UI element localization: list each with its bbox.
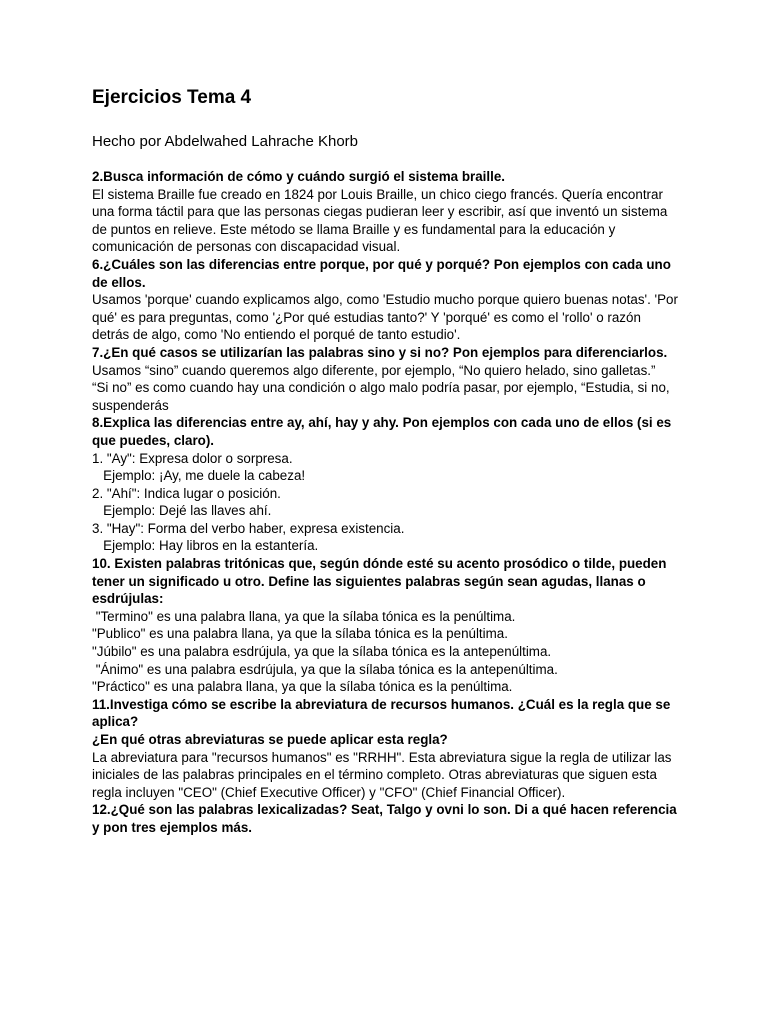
word-definition: "Júbilo" es una palabra esdrújula, ya que la sílaba tónica es la antepenúltima. <box>92 644 552 660</box>
word-definition: "Ánimo" es una palabra esdrújula, ya que la sílaba tónica es la antepenúltima. <box>92 661 558 677</box>
section-q6 <box>92 256 682 344</box>
question-7: 7.¿En qué casos se utilizarían las palabras sino y si no? Pon ejemplos para diferenciarlos. <box>92 344 668 360</box>
answer-7-sino: Usamos “sino” cuando queremos algo diferente, por ejemplo, “No quiero helado, sino galletas.” <box>92 362 656 378</box>
answer-2-paragraph: El sistema Braille fue creado en 1824 por Louis Braille, un chico ciego francés. Quería encontrar una forma táctil para que las personas ciegas pudieran leer y escribir, así que inventó un sistema de puntos en relieve. Este método se llama Braille y es fundamental para la educación y comunicación de personas con discapacidad visual. <box>92 186 672 255</box>
question-8: 8.Explica las diferencias entre ay, ahí, hay y ahy. Pon ejemplos con cada uno de ellos (si es que puedes, claro). <box>92 415 672 448</box>
list-item-example: Ejemplo: ¡Ay, me duele la cabeza! <box>92 468 306 484</box>
word-definition: "Publico" es una palabra llana, ya que la sílaba tónica es la penúltima. <box>92 626 508 642</box>
list-item-example: Ejemplo: Dejé las llaves ahí. <box>92 503 272 519</box>
section-q7 <box>92 344 678 414</box>
section-q8 <box>92 414 678 555</box>
word-definition: "Práctico" es una palabra llana, ya que la sílaba tónica es la penúltima. <box>92 679 513 695</box>
author-line: Hecho por Abdelwahed Lahrache Khorb <box>92 133 359 150</box>
list-item: 2. "Ahí": Indica lugar o posición. <box>92 485 281 501</box>
list-item: 1. "Ay": Expresa dolor o sorpresa. <box>92 450 293 466</box>
question-11-followup: ¿En qué otras abreviaturas se puede aplicar esta regla? <box>92 732 448 747</box>
question-2: 2.Busca información de cómo y cuándo surgió el sistema braille. <box>92 169 505 184</box>
document-body <box>92 168 682 837</box>
document-title: Ejercicios Tema 4 <box>92 87 252 108</box>
question-10: 10. Existen palabras tritónicas que, según dónde esté su acento prosódico o tilde, pueden tener un significado u otro. Define las siguientes palabras según sean agudas, llanas o esdrújulas: <box>92 556 667 607</box>
list-item-example: Ejemplo: Hay libros en la estantería. <box>92 538 319 554</box>
word-definition: "Termino" es una palabra llana, ya que la sílaba tónica es la penúltima. <box>92 608 516 624</box>
answer-6-paragraph: Usamos 'porque' cuando explicamos algo, como 'Estudio mucho porque quiero buenas notas'. 'Por qué' es para preguntas, como '¿Por qué estudias tanto?' Y 'porqué' es como el 'rollo' o razón detrás de algo, como 'No entiendo el porqué de tanto estudio'. <box>92 292 682 343</box>
answer-11-paragraph: La abreviatura para "recursos humanos" es "RRHH". Esta abreviatura sigue la regla de utilizar las iniciales de las palabras principales en el término completo. Otras abreviaturas que siguen esta regla incluyen "CEO" (Chief Executive Officer) y "CFO" (Chief Financial Officer). <box>92 749 676 800</box>
document-page <box>92 86 682 837</box>
question-11: 11.Investiga cómo se escribe la abreviatura de recursos humanos. ¿Cuál es la regla que se aplica? <box>92 696 671 730</box>
question-6: 6.¿Cuáles son las diferencias entre porque, por qué y porqué? Pon ejemplos con cada uno de ellos. <box>92 256 671 290</box>
list-item: 3. "Hay": Forma del verbo haber, expresa existencia. <box>92 520 405 536</box>
section-q10 <box>92 555 678 696</box>
section-q2 <box>92 168 678 256</box>
section-q11 <box>92 696 678 802</box>
section-q12 <box>92 801 678 836</box>
question-12: 12.¿Qué son las palabras lexicalizadas? Seat, Talgo y ovni lo son. Di a qué hacen referencia y pon tres ejemplos más. <box>92 802 677 835</box>
answer-7-si-no: “Si no” es como cuando hay una condición o algo malo podría pasar, por ejemplo, “Estudia, si no, suspenderás <box>92 380 674 413</box>
